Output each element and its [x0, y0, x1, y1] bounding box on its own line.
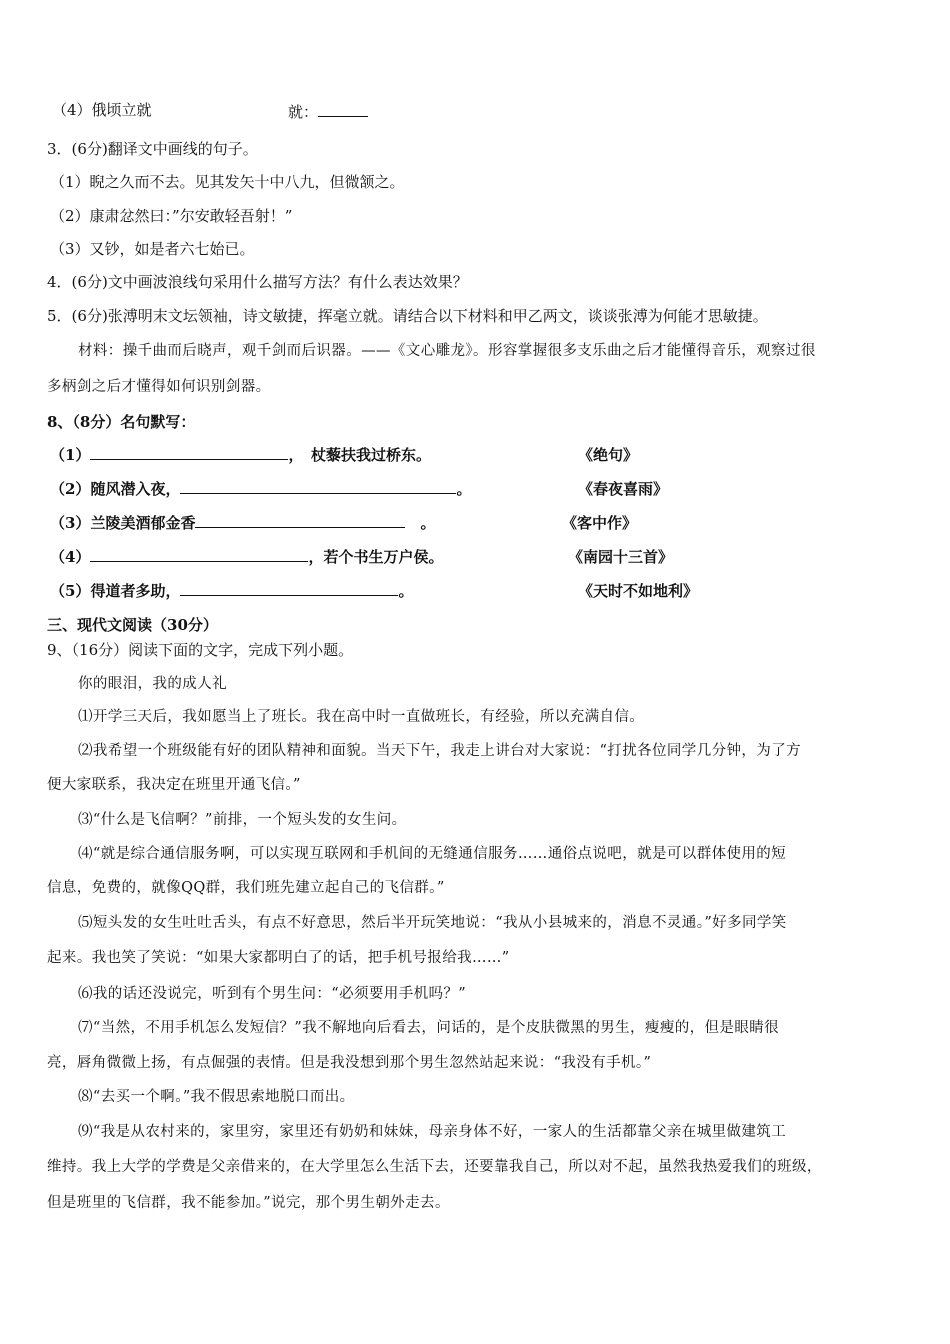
- answer-blank[interactable]: [195, 513, 405, 528]
- q9-para-line: ⑴开学三天后，我如愿当上了班长。我在高中时一直做班长，有经验，所以充满自信。: [78, 709, 645, 725]
- item-number: （1）: [50, 446, 91, 464]
- q5-material-line1: 材料：操千曲而后晓声，观千剑而后识器。——《文心雕龙》。形容掌握很多支乐曲之后才能懂得音乐，观察过很: [78, 343, 816, 359]
- q9-para-line: 便大家联系，我决定在班里开通飞信。”: [47, 777, 301, 793]
- q8-item-1: [50, 445, 431, 465]
- q5-material-line2: 多柄剑之后才懂得如何识别剑器。: [47, 379, 271, 395]
- q8-item-5-source: 《天时不如地利》: [578, 582, 699, 600]
- q2-item4-answer: [288, 102, 368, 122]
- q9-para-line: ⑵我希望一个班级能有好的团队精神和面貌。当天下午，我走上讲台对大家说：“打扰各位同学几分钟，为了方: [78, 743, 802, 759]
- q3-item-1: （1）睨之久而不去。见其发矢十中八九，但微颔之。: [50, 173, 405, 191]
- q9-para-line: ⑷“就是综合通信服务啊，可以实现互联网和手机间的无缝通信服务……通俗点说吧，就是可以群体使用的短: [78, 846, 787, 862]
- item-text-after: 。: [456, 480, 472, 498]
- q9-para-line: ⑹我的话还没说完，听到有个男生问：“必须要用手机吗？”: [78, 986, 467, 1002]
- q5-title: 5．(6分)张溥明末文坛领袖，诗文敏捷，挥毫立就。请结合以下材料和甲乙两文，谈谈张溥为何能才思敏捷。: [47, 307, 768, 325]
- item-text-after: ， 杖藜扶我过桥东。: [288, 446, 431, 464]
- item-text-before: 得道者多助，: [90, 582, 181, 600]
- answer-blank[interactable]: [90, 445, 288, 460]
- item-text-after: 。: [398, 582, 414, 600]
- q8-item-2: [50, 479, 471, 499]
- answer-blank[interactable]: [318, 102, 368, 117]
- q9-title: 9、（16分）阅读下面的文字，完成下列小题。: [47, 641, 354, 659]
- q8-item-3: [50, 513, 435, 533]
- answer-blank[interactable]: [90, 547, 308, 562]
- q9-article-title: 你的眼泪，我的成人礼: [78, 676, 227, 692]
- q8-item-4: [50, 547, 443, 567]
- q8-item-5: [50, 581, 413, 601]
- q9-para-line: ⑻“去买一个啊。”我不假思索地脱口而出。: [78, 1089, 355, 1105]
- q3-item-3: （3）又钞，如是者六七始已。: [50, 240, 255, 258]
- q8-item-1-source: 《绝句》: [578, 446, 639, 464]
- q8-item-2-source: 《春夜喜雨》: [578, 480, 669, 498]
- q9-para-line: 亮，唇角微微上扬，有点倔强的表情。但是我没想到那个男生忽然站起来说：“我没有手机。”: [47, 1055, 652, 1071]
- q9-para-line: 起来。我也笑了笑说：“如果大家都明白了的话，把手机号报给我……”: [47, 950, 510, 966]
- section3-title: 三、现代文阅读（30分）: [47, 616, 218, 634]
- q3-item-2: （2）康肃忿然曰：”尔安敢轻吾射！”: [50, 207, 293, 225]
- q9-para-line: 但是班里的飞信群，我不能参加。”说完，那个男生朝外走去。: [47, 1195, 450, 1211]
- q2-item4-answer-prefix: 就：: [288, 103, 319, 121]
- q9-para-line: 维持。我上大学的学费是父亲借来的，在大学里怎么生活下去，还要靠我自己，所以对不起，虽然我热爱我们的班级，: [47, 1159, 822, 1175]
- item-number: （2）: [50, 480, 91, 498]
- item-text-before: 随风潜入夜，: [90, 480, 181, 498]
- item-text-before: 兰陵美酒郁金香: [90, 514, 196, 532]
- q8-item-4-source: 《南园十三首》: [568, 548, 674, 566]
- answer-blank[interactable]: [180, 479, 456, 494]
- answer-blank[interactable]: [180, 581, 398, 596]
- q8-item-3-source: 《客中作》: [562, 514, 638, 532]
- item-number: （3）: [50, 514, 91, 532]
- q9-para-line: ⑼“我是从农村来的，家里穷，家里还有奶奶和妹妹，母亲身体不好，一家人的生活都靠父亲在城里做建筑工: [78, 1124, 787, 1140]
- q9-para-line: ⑺“当然，不用手机怎么发短信？”我不解地向后看去，问话的，是个皮肤微黑的男生，瘦瘦的，但是眼睛很: [78, 1020, 780, 1036]
- q9-para-line: ⑶“什么是飞信啊？”前排，一个短头发的女生问。: [78, 812, 407, 828]
- q9-para-line: ⑸短头发的女生吐吐舌头，有点不好意思，然后半开玩笑地说：“我从小县城来的，消息不灵通。”好多同学笑: [78, 915, 787, 931]
- q9-para-line: 信息，免费的，就像QQ群，我们班先建立起自己的飞信群。”: [47, 880, 445, 896]
- item-number: （4）: [50, 548, 91, 566]
- item-number: （5）: [50, 582, 91, 600]
- item-text-after: 。: [405, 514, 436, 532]
- q8-title: 8、（8分）名句默写：: [47, 413, 196, 431]
- q2-item4-label: （4）俄顷立就: [52, 101, 152, 119]
- q4-title: 4．(6分)文中画波浪线句采用什么描写方法？有什么表达效果？: [47, 273, 468, 291]
- item-text-after: ，若个书生万户侯。: [308, 548, 444, 566]
- q3-title: 3．(6分)翻译文中画线的句子。: [47, 140, 258, 158]
